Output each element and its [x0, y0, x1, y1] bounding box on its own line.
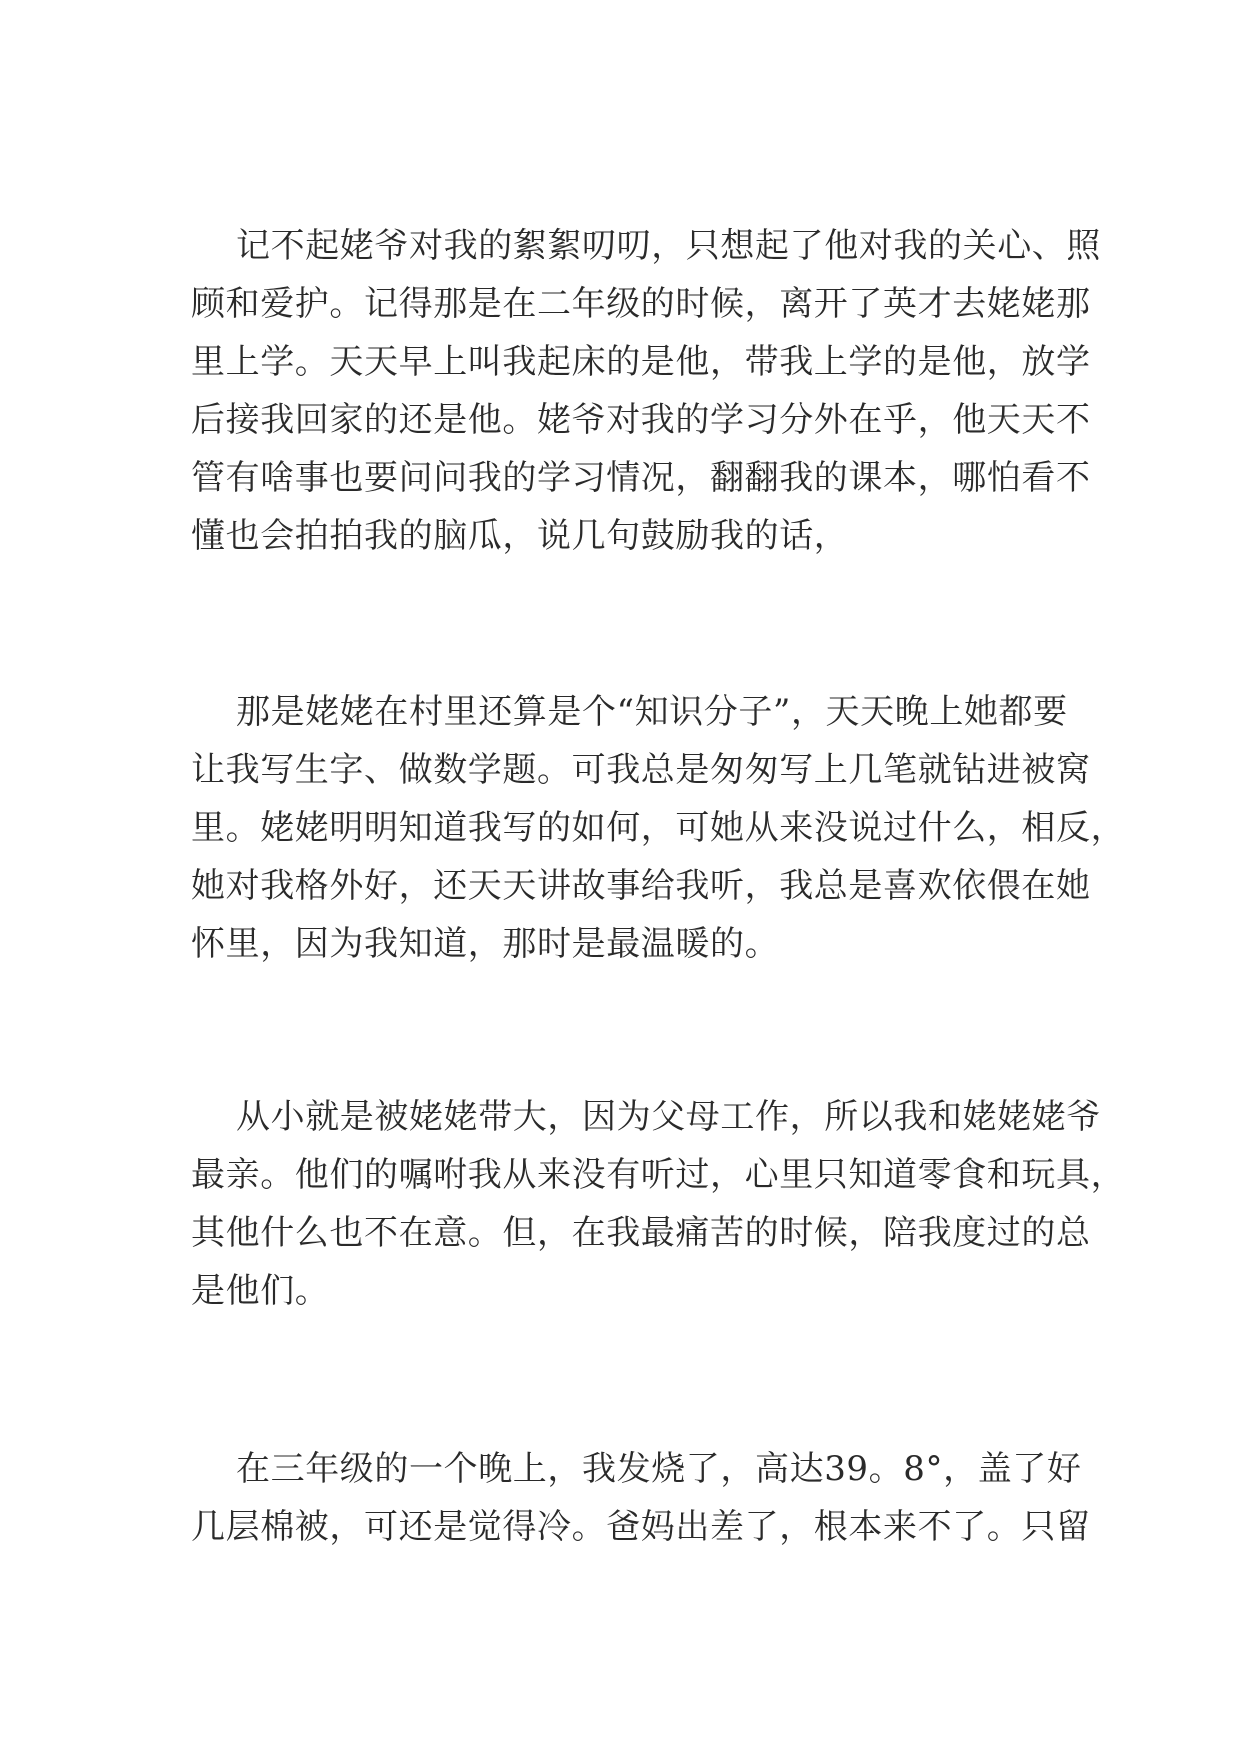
paragraph-line: 那是姥姥在村里还算是个“知识分子”，天天晚上她都要 [236, 692, 1068, 732]
paragraph-line: 管有啥事也要问问我的学习情况，翻翻我的课本，哪怕看不 [191, 458, 1091, 498]
paragraph-line: 是他们。 [191, 1271, 330, 1311]
paragraph-line: 后接我回家的还是他。姥爷对我的学习分外在乎，他天天不 [191, 400, 1091, 440]
paragraph-line: 记不起姥爷对我的絮絮叨叨，只想起了他对我的关心、照 [236, 226, 1101, 266]
paragraph-line: 最亲。他们的嘱咐我从来没有听过，心里只知道零食和玩具， [191, 1155, 1126, 1195]
paragraph-line: 从小就是被姥姥带大，因为父母工作，所以我和姥姥姥爷 [236, 1097, 1101, 1137]
paragraph-line: 顾和爱护。记得那是在二年级的时候，离开了英才去姥姥那 [191, 284, 1091, 324]
paragraph-line: 里上学。天天早上叫我起床的是他，带我上学的是他，放学 [191, 342, 1091, 382]
paragraph-line: 懂也会拍拍我的脑瓜，说几句鼓励我的话， [191, 516, 849, 556]
paragraph-line: 其他什么也不在意。但，在我最痛苦的时候，陪我度过的总 [191, 1213, 1091, 1253]
paragraph-1 [191, 217, 1101, 565]
paragraph-line: 怀里，因为我知道，那时是最温暖的。 [191, 924, 780, 964]
paragraph-line: 在三年级的一个晚上，我发烧了，高达39。8°，盖了好 [236, 1449, 1082, 1489]
paragraph-line: 她对我格外好，还天天讲故事给我听，我总是喜欢依偎在她 [191, 866, 1091, 906]
paragraph-3 [191, 1088, 1126, 1320]
paragraph-line: 几层棉被，可还是觉得冷。爸妈出差了，根本来不了。只留 [191, 1507, 1091, 1547]
paragraph-line: 里。姥姥明明知道我写的如何，可她从来没说过什么，相反， [191, 808, 1126, 848]
paragraph-line: 让我写生字、做数学题。可我总是匆匆写上几笔就钻进被窝 [191, 750, 1091, 790]
paragraph-2 [191, 683, 1126, 973]
paragraph-4 [191, 1440, 1091, 1556]
